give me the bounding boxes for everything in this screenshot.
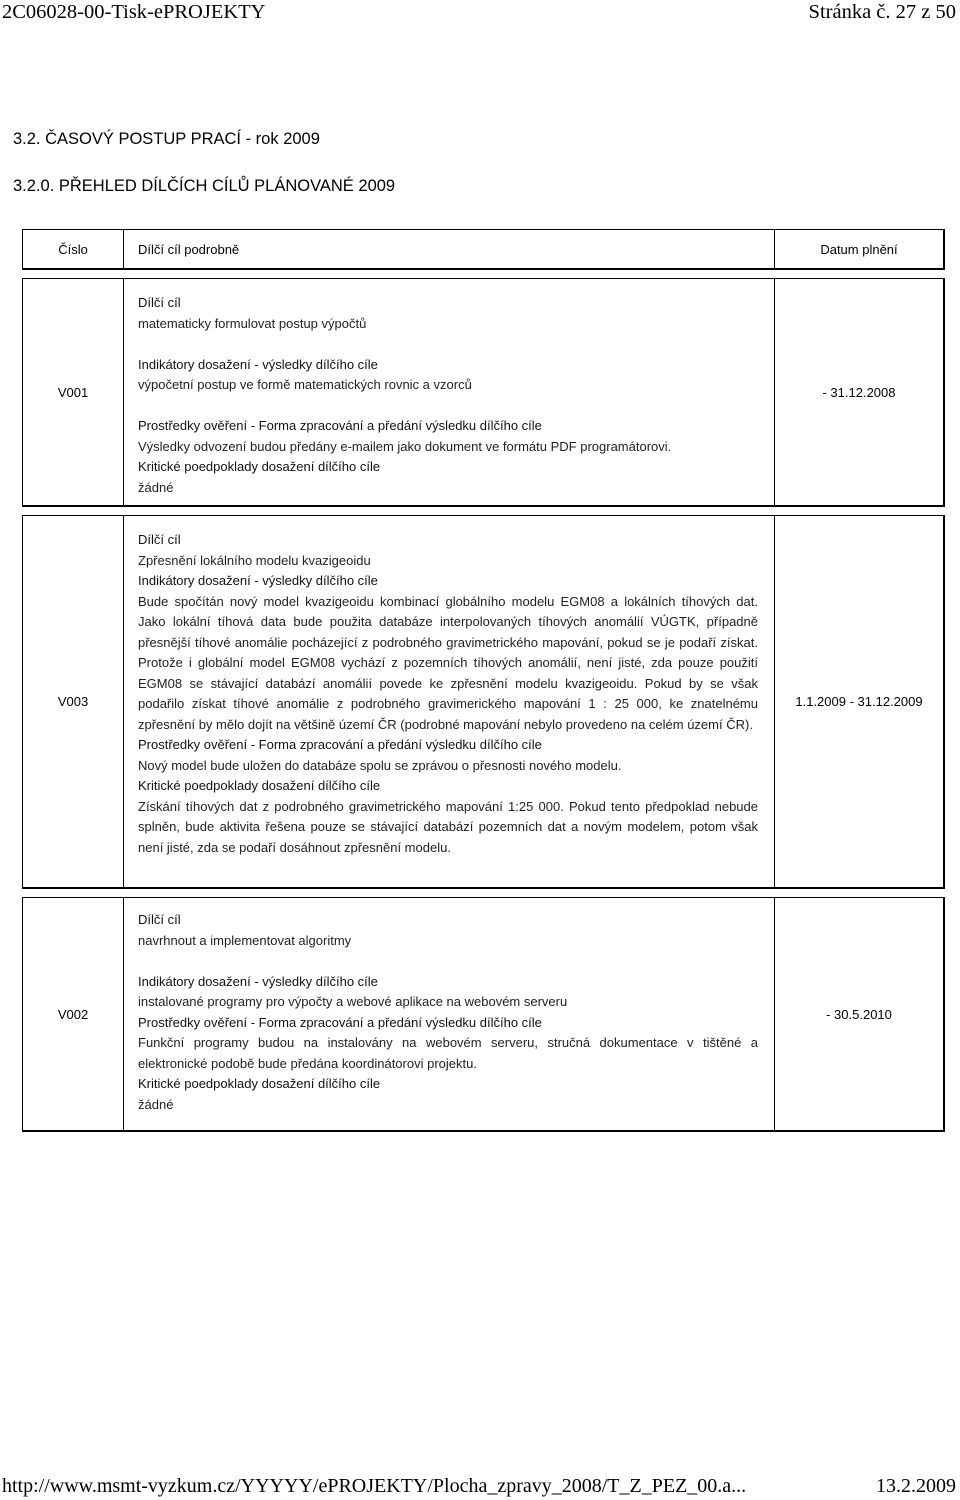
- subsection-heading: 3.2.0. PŘEHLED DÍLČÍCH CÍLŮ PLÁNOVANÉ 2009: [13, 177, 396, 195]
- print-date: 13.2.2009: [876, 1475, 956, 1497]
- goal-date: - 30.5.2010: [774, 898, 943, 1130]
- critical-text: Získání tíhových dat z podrobného gravimetrického mapování 1:25 000. Pokud tento předpoklad nebude splněn, bude aktivita řešena pouze se stávající databází pozemních dat a novým modelem, potom však není jisté, zda se podaří dosáhnout zpřesnění modelu.: [138, 798, 758, 855]
- critical-text: žádné: [138, 479, 174, 495]
- indicators-label: Indikátory dosažení - výsledky dílčího cíle: [138, 356, 378, 372]
- goal-text: matematicky formulovat postup výpočtů: [138, 315, 367, 331]
- table-row: [22, 897, 945, 1132]
- goal-detail: [138, 293, 758, 498]
- indicators-label: Indikátory dosažení - výsledky dílčího cíle: [138, 573, 378, 588]
- critical-label: Kritické poedpoklady dosažení dílčího cíle: [138, 778, 381, 793]
- goal-label: Dílčí cíl: [138, 912, 181, 927]
- goal-text: Zpřesnění lokálního modelu kvazigeoidu: [138, 552, 371, 568]
- column-header-number: Číslo: [23, 230, 124, 268]
- goal-id: V001: [23, 279, 124, 505]
- means-text: Nový model bude uložen do databáze spolu se zprávou o přesnosti nového modelu.: [138, 757, 622, 773]
- page-header-title: 2C06028-00-Tisk-ePROJEKTY: [2, 1, 266, 23]
- critical-text: žádné: [138, 1096, 174, 1112]
- table-row: [22, 515, 945, 889]
- goal-label: Dílčí cíl: [138, 532, 181, 547]
- goal-detail: [138, 530, 758, 858]
- means-label: Prostředky ověření - Forma zpracování a předání výsledku dílčího cíle: [138, 737, 542, 752]
- goals-table: [22, 229, 945, 270]
- indicators-text: instalované programy pro výpočty a webové aplikace na webovém serveru: [138, 994, 568, 1009]
- column-header-date: Datum plnění: [774, 230, 943, 268]
- column-header-detail: Dílčí cíl podrobně: [138, 241, 240, 257]
- means-label: Prostředky ověření - Forma zpracování a předání výsledku dílčího cíle: [138, 1014, 542, 1030]
- goal-date: 1.1.2009 - 31.12.2009: [774, 516, 943, 887]
- page-url: http://www.msmt-vyzkum.cz/YYYYY/ePROJEKTY/Plocha_zpravy_2008/T_Z_PEZ_00.a...: [2, 1475, 747, 1497]
- goal-detail: [138, 910, 758, 1115]
- goal-label: Dílčí cíl: [138, 295, 181, 310]
- means-label: Prostředky ověření - Forma zpracování a předání výsledku dílčího cíle: [138, 418, 542, 433]
- page-number: Stránka č. 27 z 50: [808, 1, 956, 23]
- indicators-text: výpočetní postup ve formě matematických rovnic a vzorců: [138, 377, 472, 392]
- section-heading: 3.2. ČASOVÝ POSTUP PRACÍ - rok 2009: [13, 130, 320, 148]
- indicators-label: Indikátory dosažení - výsledky dílčího cíle: [138, 973, 378, 989]
- means-text: Výsledky odvození budou předány e-mailem jako dokument ve formátu PDF programátorovi.: [138, 438, 672, 454]
- table-row: [22, 278, 945, 507]
- indicators-text: Bude spočítán nový model kvazigeoidu kombinací globálního modelu EGM08 a lokálních tíhových dat. Jako lokální tíhová data bude použita databáze interpolovaných tíhových anomálií VÚGTK, případně přesnější tíhové anomálie pocházející z podrobného gravimetrického mapování, pokud se je podaří získat. Protože i globální model EGM08 vychází z pozemních tíhových anomálií, není jisté, zda pouze použití EGM08 se stávající databází anomálií povede ke zpřesnění modelu kvazigeoidu. Pokud by se však podařilo získat tíhové anomálie z podrobného gravimerického mapování 1 : 25 000, ke znatelnému zpřesnění by mělo dojít na většině území ČR (podrobné mapování nebylo provedeno na celém území ČR).: [138, 593, 758, 732]
- goal-id: V003: [23, 516, 124, 887]
- table-header-row: [22, 229, 945, 270]
- means-text: Funkční programy budou na instalovány na webovém serveru, stručná dokumentace v tištěné a elektronické podobě bude předána koordinátorovi projektu.: [138, 1035, 758, 1071]
- goal-id: V002: [23, 898, 124, 1130]
- goal-text: navrhnout a implementovat algoritmy: [138, 932, 352, 948]
- critical-label: Kritické poedpoklady dosažení dílčího cíle: [138, 459, 381, 474]
- goal-date: - 31.12.2008: [774, 279, 943, 505]
- critical-label: Kritické poedpoklady dosažení dílčího cíle: [138, 1076, 381, 1091]
